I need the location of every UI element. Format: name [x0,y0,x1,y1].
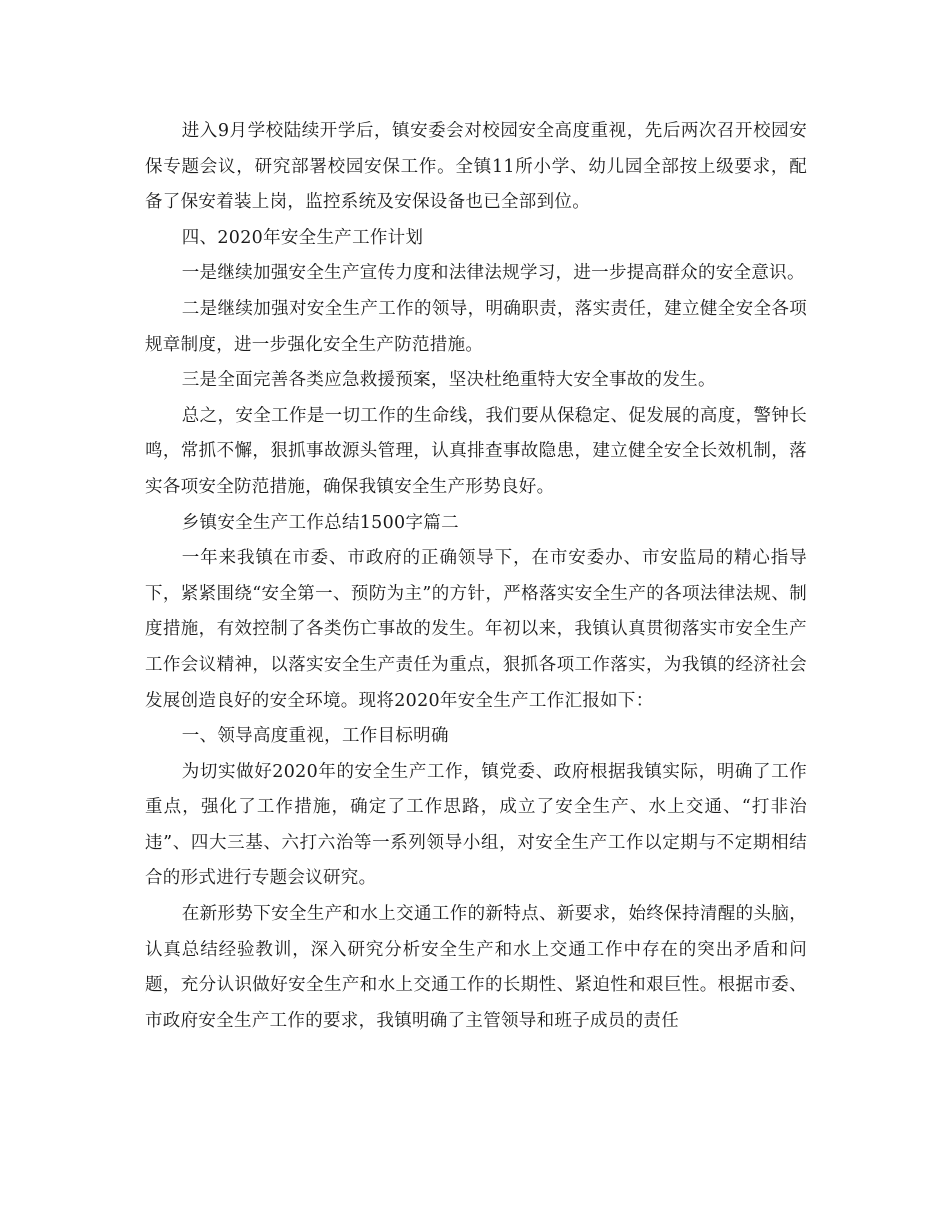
paragraph-campus-security: 进入9月学校陆续开学后，镇安委会对校园安全高度重视，先后两次召开校园安保专题会议，研究部署校园安保工作。全镇11所小学、幼儿园全部按上级要求，配备了保安着装上岗，监控系统及安保设备也已全部到位。 [145,121,807,213]
paragraph-conclusion: 总之，安全工作是一切工作的生命线，我们要从保稳定、促发展的高度，警钟长鸣，常抓不懈，狠抓事故源头管理，认真排查事故隐患，建立健全安全长效机制，落实各项安全防范措施，确保我镇安全生产形势良好。 [145,405,807,497]
document-body [145,114,807,1039]
paragraph-plan-item-3: 三是全面完善各类应急救援预案，坚决杜绝重特大安全事故的发生。 [181,370,716,391]
paragraph-introduction: 一年来我镇在市委、市政府的正确领导下，在市安委办、市安监局的精心指导下，紧紧围绕“安全第一、预防为主”的方针，严格落实安全生产的各项法律法规、制度措施，有效控制了各类伤亡事故的发生。年初以来，我镇认真贯彻落实市安全生产工作会议精神，以落实安全生产责任为重点，狠抓各项工作落实，为我镇的经济社会发展创造良好的安全环境。现将2020年安全生产工作汇报如下： [145,548,807,711]
paragraph-plan-item-1: 一是继续加强安全生产宣传力度和法律法规学习，进一步提高群众的安全意识。 [181,263,805,284]
article-title-part-two: 乡镇安全生产工作总结1500字篇二 [181,512,459,533]
section-heading-leadership: 一、领导高度重视，工作目标明确 [181,726,449,747]
paragraph-new-situation: 在新形势下安全生产和水上交通工作的新特点、新要求，始终保持清醒的头脑，认真总结经验教训，深入研究分析安全生产和水上交通工作中存在的突出矛盾和问题，充分认识做好安全生产和水上交通工作的长期性、紧迫性和艰巨性。根据市委、市政府安全生产工作的要求，我镇明确了主管领导和班子成员的责任 [145,904,807,1031]
paragraph-leadership-groups: 为切实做好2020年的安全生产工作，镇党委、政府根据我镇实际，明确了工作重点，强化了工作措施，确定了工作思路，成立了安全生产、水上交通、“打非治违”、四大三基、六打六治等一系列领导小组，对安全生产工作以定期与不定期相结合的形式进行专题会议研究。 [145,761,807,889]
section-heading-2020-plan: 四、2020年安全生产工作计划 [181,227,424,248]
paragraph-plan-item-2: 二是继续加强对安全生产工作的领导，明确职责，落实责任，建立健全安全各项规章制度，进一步强化安全生产防范措施。 [145,298,807,355]
